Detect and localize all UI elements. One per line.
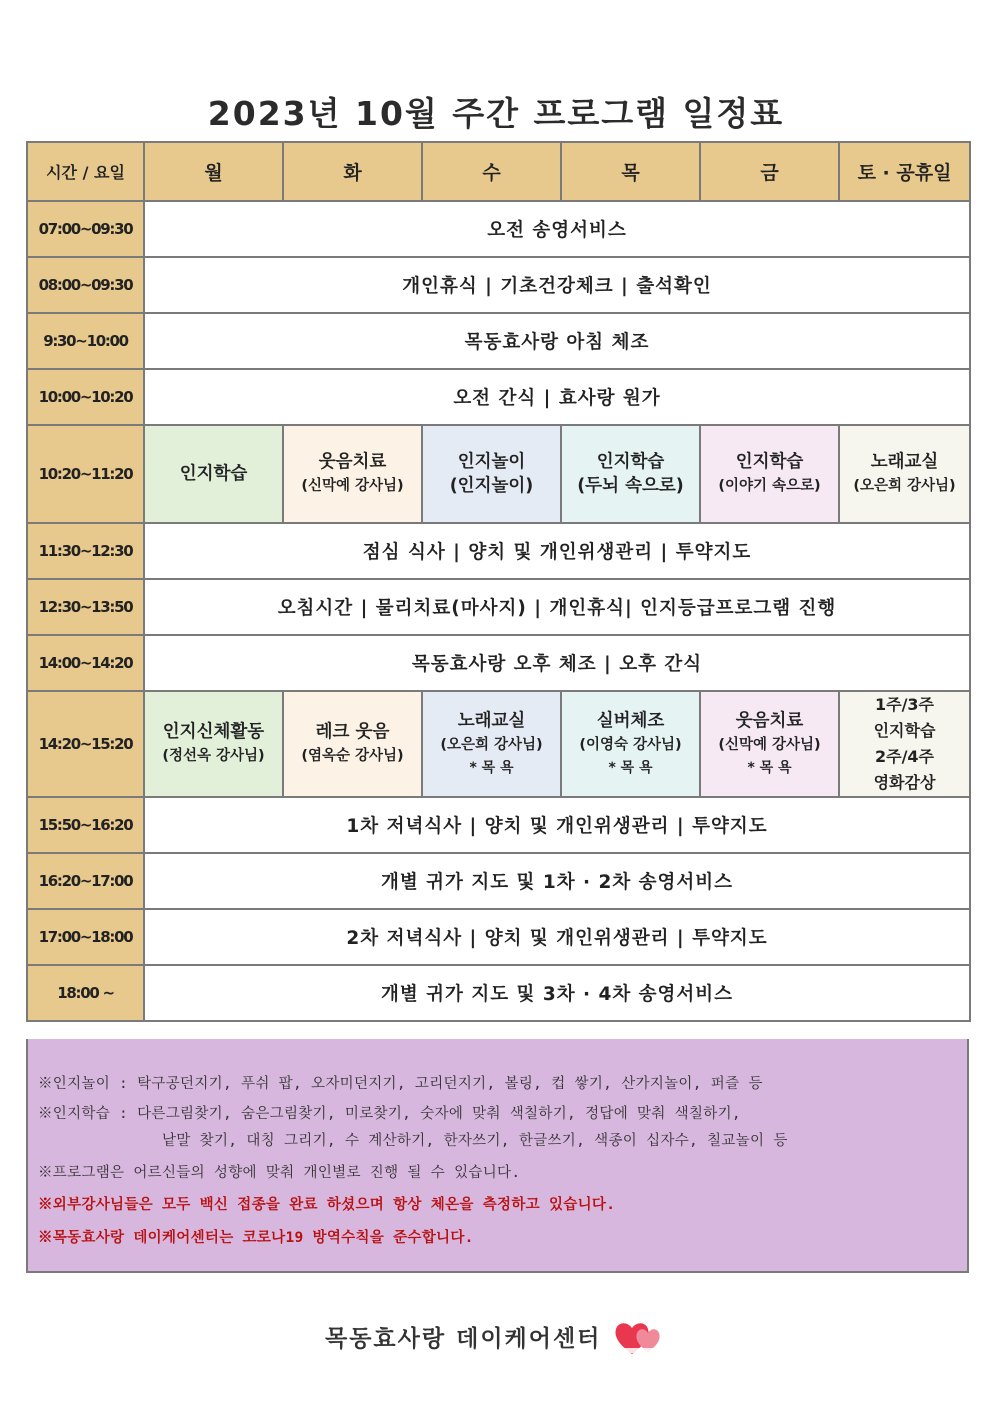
table-row (27, 313, 970, 369)
program-instructor: (이영숙 강사님) (579, 737, 682, 753)
header-mon: 월 (144, 142, 283, 201)
note-cognitive-learning: ※인지학습 : 다른그림찾기, 숨은그림찾기, 미로찾기, 숫자에 맞춰 색칠하기, 정답에 맞춰 색칠하기, (38, 1106, 741, 1122)
program-title: 인지학습 (596, 452, 665, 472)
program-instructor: (신막예 강사님) (301, 478, 404, 494)
table-row (27, 201, 970, 257)
schedule-table (26, 141, 971, 1022)
activity-cell: 오전 간식 | 효사랑 원가 (144, 369, 970, 425)
activity-cell: 개별 귀가 지도 및 1차 · 2차 송영서비스 (144, 853, 970, 909)
time-cell: 10:00~10:20 (27, 369, 144, 425)
program-instructor: (정선옥 강사님) (162, 748, 265, 764)
table-row (27, 691, 970, 797)
program-title: 실버체조 (596, 711, 665, 731)
notes-box (26, 1039, 969, 1273)
program-subtitle: (인지놀이) (449, 476, 534, 496)
note-covid-rules: ※목동효사랑 데이케어센터는 코로나19 방역수칙을 준수합니다. (38, 1230, 474, 1246)
table-row (27, 909, 970, 965)
program-title: 노래교실 (457, 711, 526, 731)
activity-cell: 오침시간 | 물리치료(마사지) | 개인휴식| 인지등급프로그램 진행 (144, 579, 970, 635)
time-cell: 16:20~17:00 (27, 853, 144, 909)
header-sat-holiday: 토 · 공휴일 (839, 142, 970, 201)
table-row (27, 797, 970, 853)
thu-program-cell (561, 691, 700, 797)
program-title: 웃음치료 (735, 711, 804, 731)
time-cell: 07:00~09:30 (27, 201, 144, 257)
activity-cell: 점심 식사 | 양치 및 개인위생관리 | 투약지도 (144, 523, 970, 579)
table-row (27, 425, 970, 523)
activity-cell: 개별 귀가 지도 및 3차 · 4차 송영서비스 (144, 965, 970, 1021)
tue-program-cell (283, 691, 422, 797)
fri-program-cell (700, 691, 839, 797)
program-title: 인지학습 (735, 452, 804, 472)
time-cell: 14:20~15:20 (27, 691, 144, 797)
time-cell: 10:20~11:20 (27, 425, 144, 523)
note-cognitive-learning-cont: 낱말 찾기, 대칭 그리기, 수 계산하기, 한자쓰기, 한글쓰기, 색종이 십자수, 칠교놀이 등 (162, 1133, 788, 1149)
activity-cell: 개인휴식 | 기초건강체크 | 출석확인 (144, 257, 970, 313)
program-instructor: (신막예 강사님) (718, 737, 821, 753)
program-title: 노래교실 (870, 452, 939, 472)
thu-program-cell (561, 425, 700, 523)
header-time-day: 시간 / 요일 (27, 142, 144, 201)
program-line: 1주/3주 (874, 695, 935, 714)
sat-program-cell (839, 691, 970, 797)
table-row (27, 257, 970, 313)
header-fri: 금 (700, 142, 839, 201)
header-wed: 수 (422, 142, 561, 201)
program-bath-note: * 목 욕 (747, 760, 792, 776)
page-title: 2023년 10월 주간 프로그램 일정표 (207, 94, 785, 133)
program-title: 인지학습 (179, 464, 248, 484)
sat-program-cell (839, 425, 970, 523)
program-instructor: (오은희 강사님) (853, 478, 956, 494)
time-cell: 9:30~10:00 (27, 313, 144, 369)
wed-program-cell (422, 691, 561, 797)
table-row (27, 369, 970, 425)
time-cell: 17:00~18:00 (27, 909, 144, 965)
program-line: 2주/4주 (874, 747, 935, 766)
program-title: 인지놀이 (457, 452, 526, 472)
time-cell: 08:00~09:30 (27, 257, 144, 313)
note-program-individual: ※프로그램은 어르신들의 성향에 맞춰 개인별로 진행 될 수 있습니다. (38, 1165, 521, 1181)
fri-program-cell (700, 425, 839, 523)
table-row (27, 579, 970, 635)
time-cell: 11:30~12:30 (27, 523, 144, 579)
center-name: 목동효사랑 데이케어센터 (325, 1326, 602, 1352)
tue-program-cell (283, 425, 422, 523)
mon-program-cell (144, 425, 283, 523)
program-instructor: (오은희 강사님) (440, 737, 543, 753)
heart-logo-icon (612, 1318, 668, 1358)
activity-cell: 목동효사랑 오후 체조 | 오후 간식 (144, 635, 970, 691)
header-tue: 화 (283, 142, 422, 201)
program-title: 레크 웃음 (315, 722, 390, 742)
note-cognitive-play: ※인지놀이 : 탁구공던지기, 푸쉬 팝, 오자미던지기, 고리던지기, 볼링, 컵 쌓기, 산가지놀이, 퍼즐 등 (38, 1076, 763, 1092)
program-title: 인지신체활동 (162, 722, 265, 742)
table-row (27, 523, 970, 579)
program-line: 영화감상 (873, 773, 936, 792)
activity-cell: 목동효사랑 아침 체조 (144, 313, 970, 369)
table-row (27, 635, 970, 691)
table-row (27, 965, 970, 1021)
program-subtitle: (두뇌 속으로) (577, 476, 684, 496)
note-vaccination: ※외부강사님들은 모두 백신 접종을 완료 하셨으며 항상 체온을 측정하고 있습니다. (38, 1197, 616, 1213)
time-cell: 18:00 ~ (27, 965, 144, 1021)
program-line: 인지학습 (873, 721, 936, 740)
activity-cell: 1차 저녁식사 | 양치 및 개인위생관리 | 투약지도 (144, 797, 970, 853)
program-title: 웃음치료 (318, 452, 387, 472)
table-row (27, 853, 970, 909)
header-thu: 목 (561, 142, 700, 201)
header-row (27, 142, 970, 201)
activity-cell: 2차 저녁식사 | 양치 및 개인위생관리 | 투약지도 (144, 909, 970, 965)
program-subtitle: (이야기 속으로) (718, 478, 821, 494)
activity-cell: 오전 송영서비스 (144, 201, 970, 257)
time-cell: 12:30~13:50 (27, 579, 144, 635)
program-bath-note: * 목 욕 (469, 760, 514, 776)
program-instructor: (염옥순 강사님) (301, 748, 404, 764)
time-cell: 14:00~14:20 (27, 635, 144, 691)
mon-program-cell (144, 691, 283, 797)
time-cell: 15:50~16:20 (27, 797, 144, 853)
program-bath-note: * 목 욕 (608, 760, 653, 776)
wed-program-cell (422, 425, 561, 523)
